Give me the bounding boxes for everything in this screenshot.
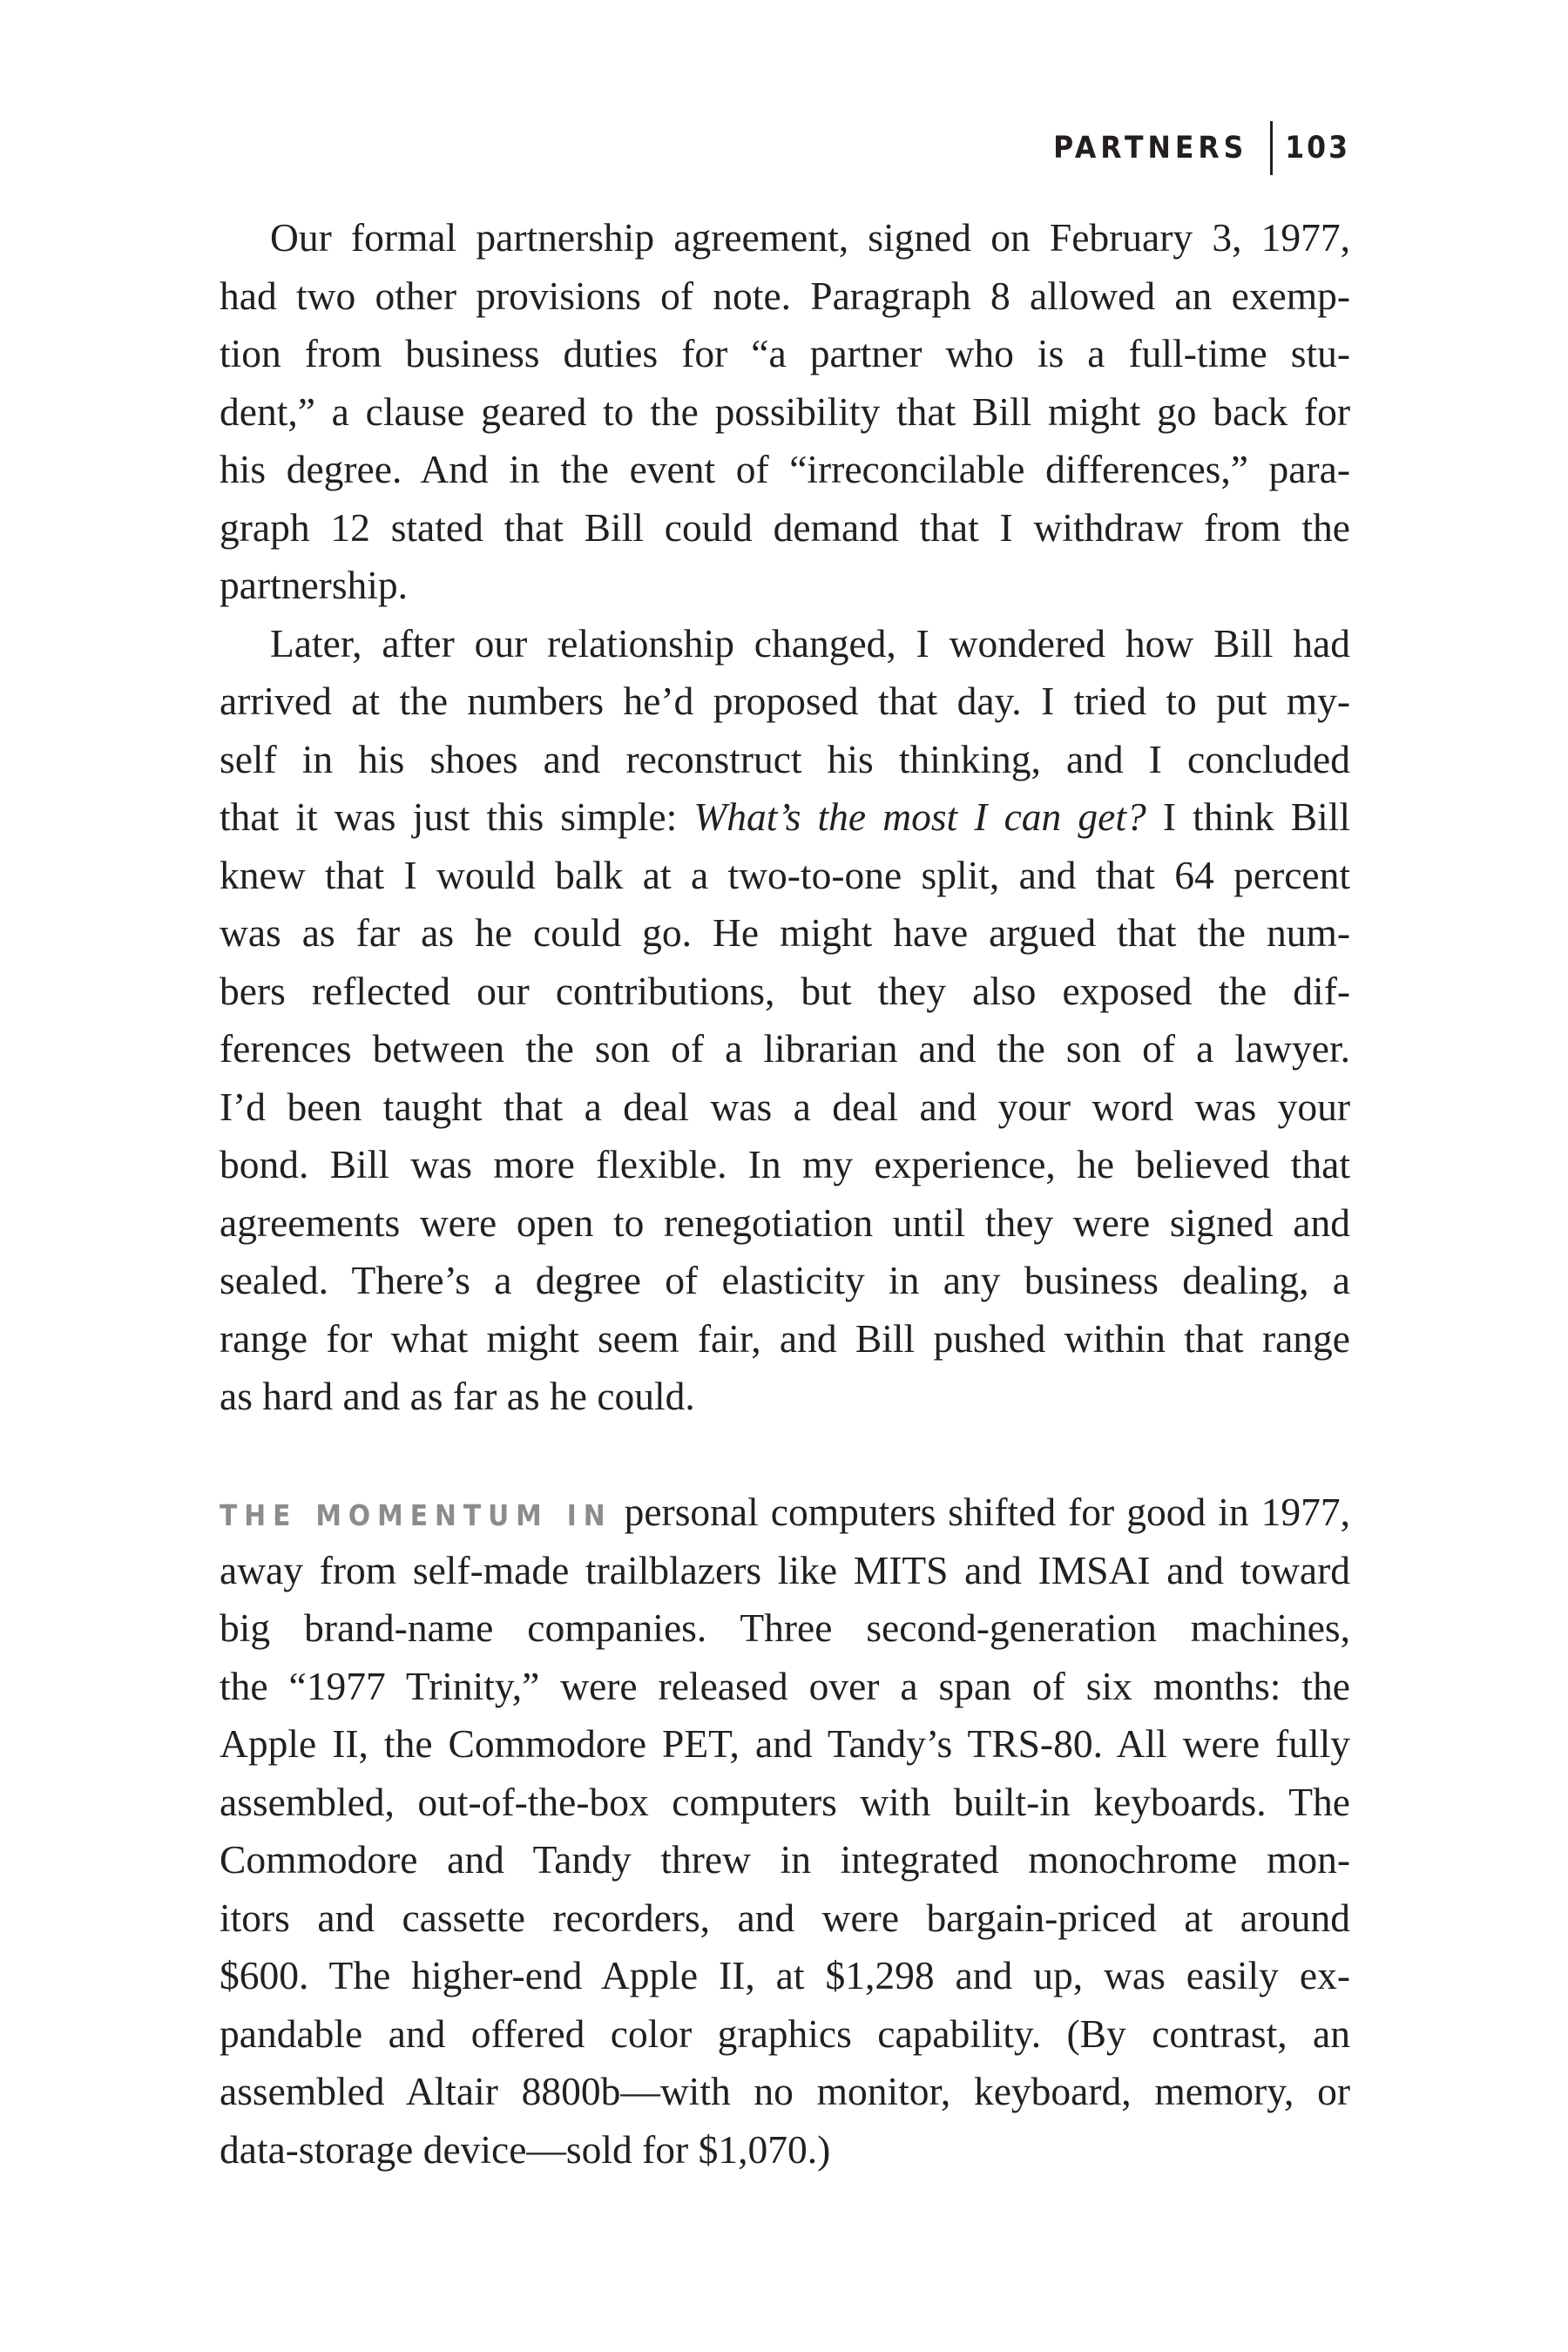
text-line: bond. Bill was more flexible. In my experience, he believed that <box>220 1142 1350 1186</box>
text-line: was as far as he could go. He might have argued that the num- <box>220 910 1350 955</box>
text-line: partnership. <box>220 563 409 607</box>
text-line: Apple II, the Commodore PET, and Tandy’s TRS-80. All were fully <box>220 1721 1350 1766</box>
text-line-with-lead-in <box>220 1484 1350 1542</box>
text-line: assembled, out-of-the-box computers with built-in keyboards. The <box>220 1779 1350 1824</box>
text-line: had two other provisions of note. Paragraph 8 allowed an exemp- <box>220 273 1350 318</box>
text-line: $600. The higher-end Apple II, at $1,298 and up, was easily ex- <box>220 1953 1350 1997</box>
text-line: tion from business duties for “a partner who is a full-time stu- <box>220 331 1350 375</box>
text-line: I’d been taught that a deal was a deal and your word was your <box>220 1084 1350 1129</box>
page-number: 103 <box>1285 131 1350 166</box>
running-head-divider <box>1270 121 1273 175</box>
text-line: assembled Altair 8800b—with no monitor, keyboard, memory, or <box>220 2069 1350 2113</box>
text-line: ferences between the son of a librarian and the son of a lawyer. <box>220 1026 1350 1071</box>
text-line: sealed. There’s a degree of elasticity in any business dealing, a <box>220 1258 1350 1302</box>
text-line: itors and cassette recorders, and were bargain-priced at around <box>220 1895 1350 1940</box>
text-line: dent,” a clause geared to the possibility that Bill might go back for <box>220 389 1350 434</box>
paragraph-bill-numbers <box>220 615 1350 1426</box>
text-line: Commodore and Tandy threw in integrated monochrome mon- <box>220 1837 1350 1882</box>
section-break <box>220 1426 1350 1484</box>
text-segment: I think Bill <box>1146 794 1351 839</box>
paragraph-1977-trinity <box>220 1484 1350 2179</box>
text-line: as hard and as far as he could. <box>220 1374 695 1418</box>
text-segment: that it was just this simple: <box>220 794 694 839</box>
text-line: knew that I would balk at a two-to-one split, and that 64 percent <box>220 852 1350 897</box>
text-line: pandable and offered color graphics capability. (By contrast, an <box>220 2011 1350 2056</box>
text-segment: personal computers shifted for good in 1977, <box>612 1490 1351 1534</box>
body-text <box>220 209 1350 2179</box>
text-line: the “1977 Trinity,” were released over a span of six months: the <box>220 1663 1350 1708</box>
text-line: Our formal partnership agreement, signed on February 3, 1977, <box>270 215 1350 260</box>
text-line: away from self-made trailblazers like MITS and IMSAI and toward <box>220 1547 1350 1592</box>
running-head <box>1053 122 1350 174</box>
text-line: bers reflected our contributions, but they also exposed the dif- <box>220 968 1350 1013</box>
text-line: data-storage device—sold for $1,070.) <box>220 2126 831 2172</box>
italic-quote: What’s the most I can get? <box>693 794 1146 839</box>
text-line: Later, after our relationship changed, I wondered how Bill had <box>270 620 1350 666</box>
text-line: arrived at the numbers he’d proposed that day. I tried to put my- <box>220 679 1350 723</box>
text-line: big brand-name companies. Three second-generation machines, <box>220 1605 1350 1650</box>
text-line: graph 12 stated that Bill could demand that I withdraw from the <box>220 504 1350 550</box>
paragraph-partnership-agreement <box>220 209 1350 615</box>
section-lead-in: THE MOMENTUM IN <box>220 1498 612 1532</box>
text-line: range for what might seem fair, and Bill pushed within that range <box>220 1315 1350 1361</box>
text-line: his degree. And in the event of “irreconcilable differences,” para- <box>220 447 1350 491</box>
text-line-with-italic <box>220 788 1350 847</box>
text-line: self in his shoes and reconstruct his thinking, and I concluded <box>220 736 1350 781</box>
running-head-title: PARTNERS <box>1053 131 1248 166</box>
text-line: agreements were open to renegotiation until they were signed and <box>220 1200 1350 1245</box>
